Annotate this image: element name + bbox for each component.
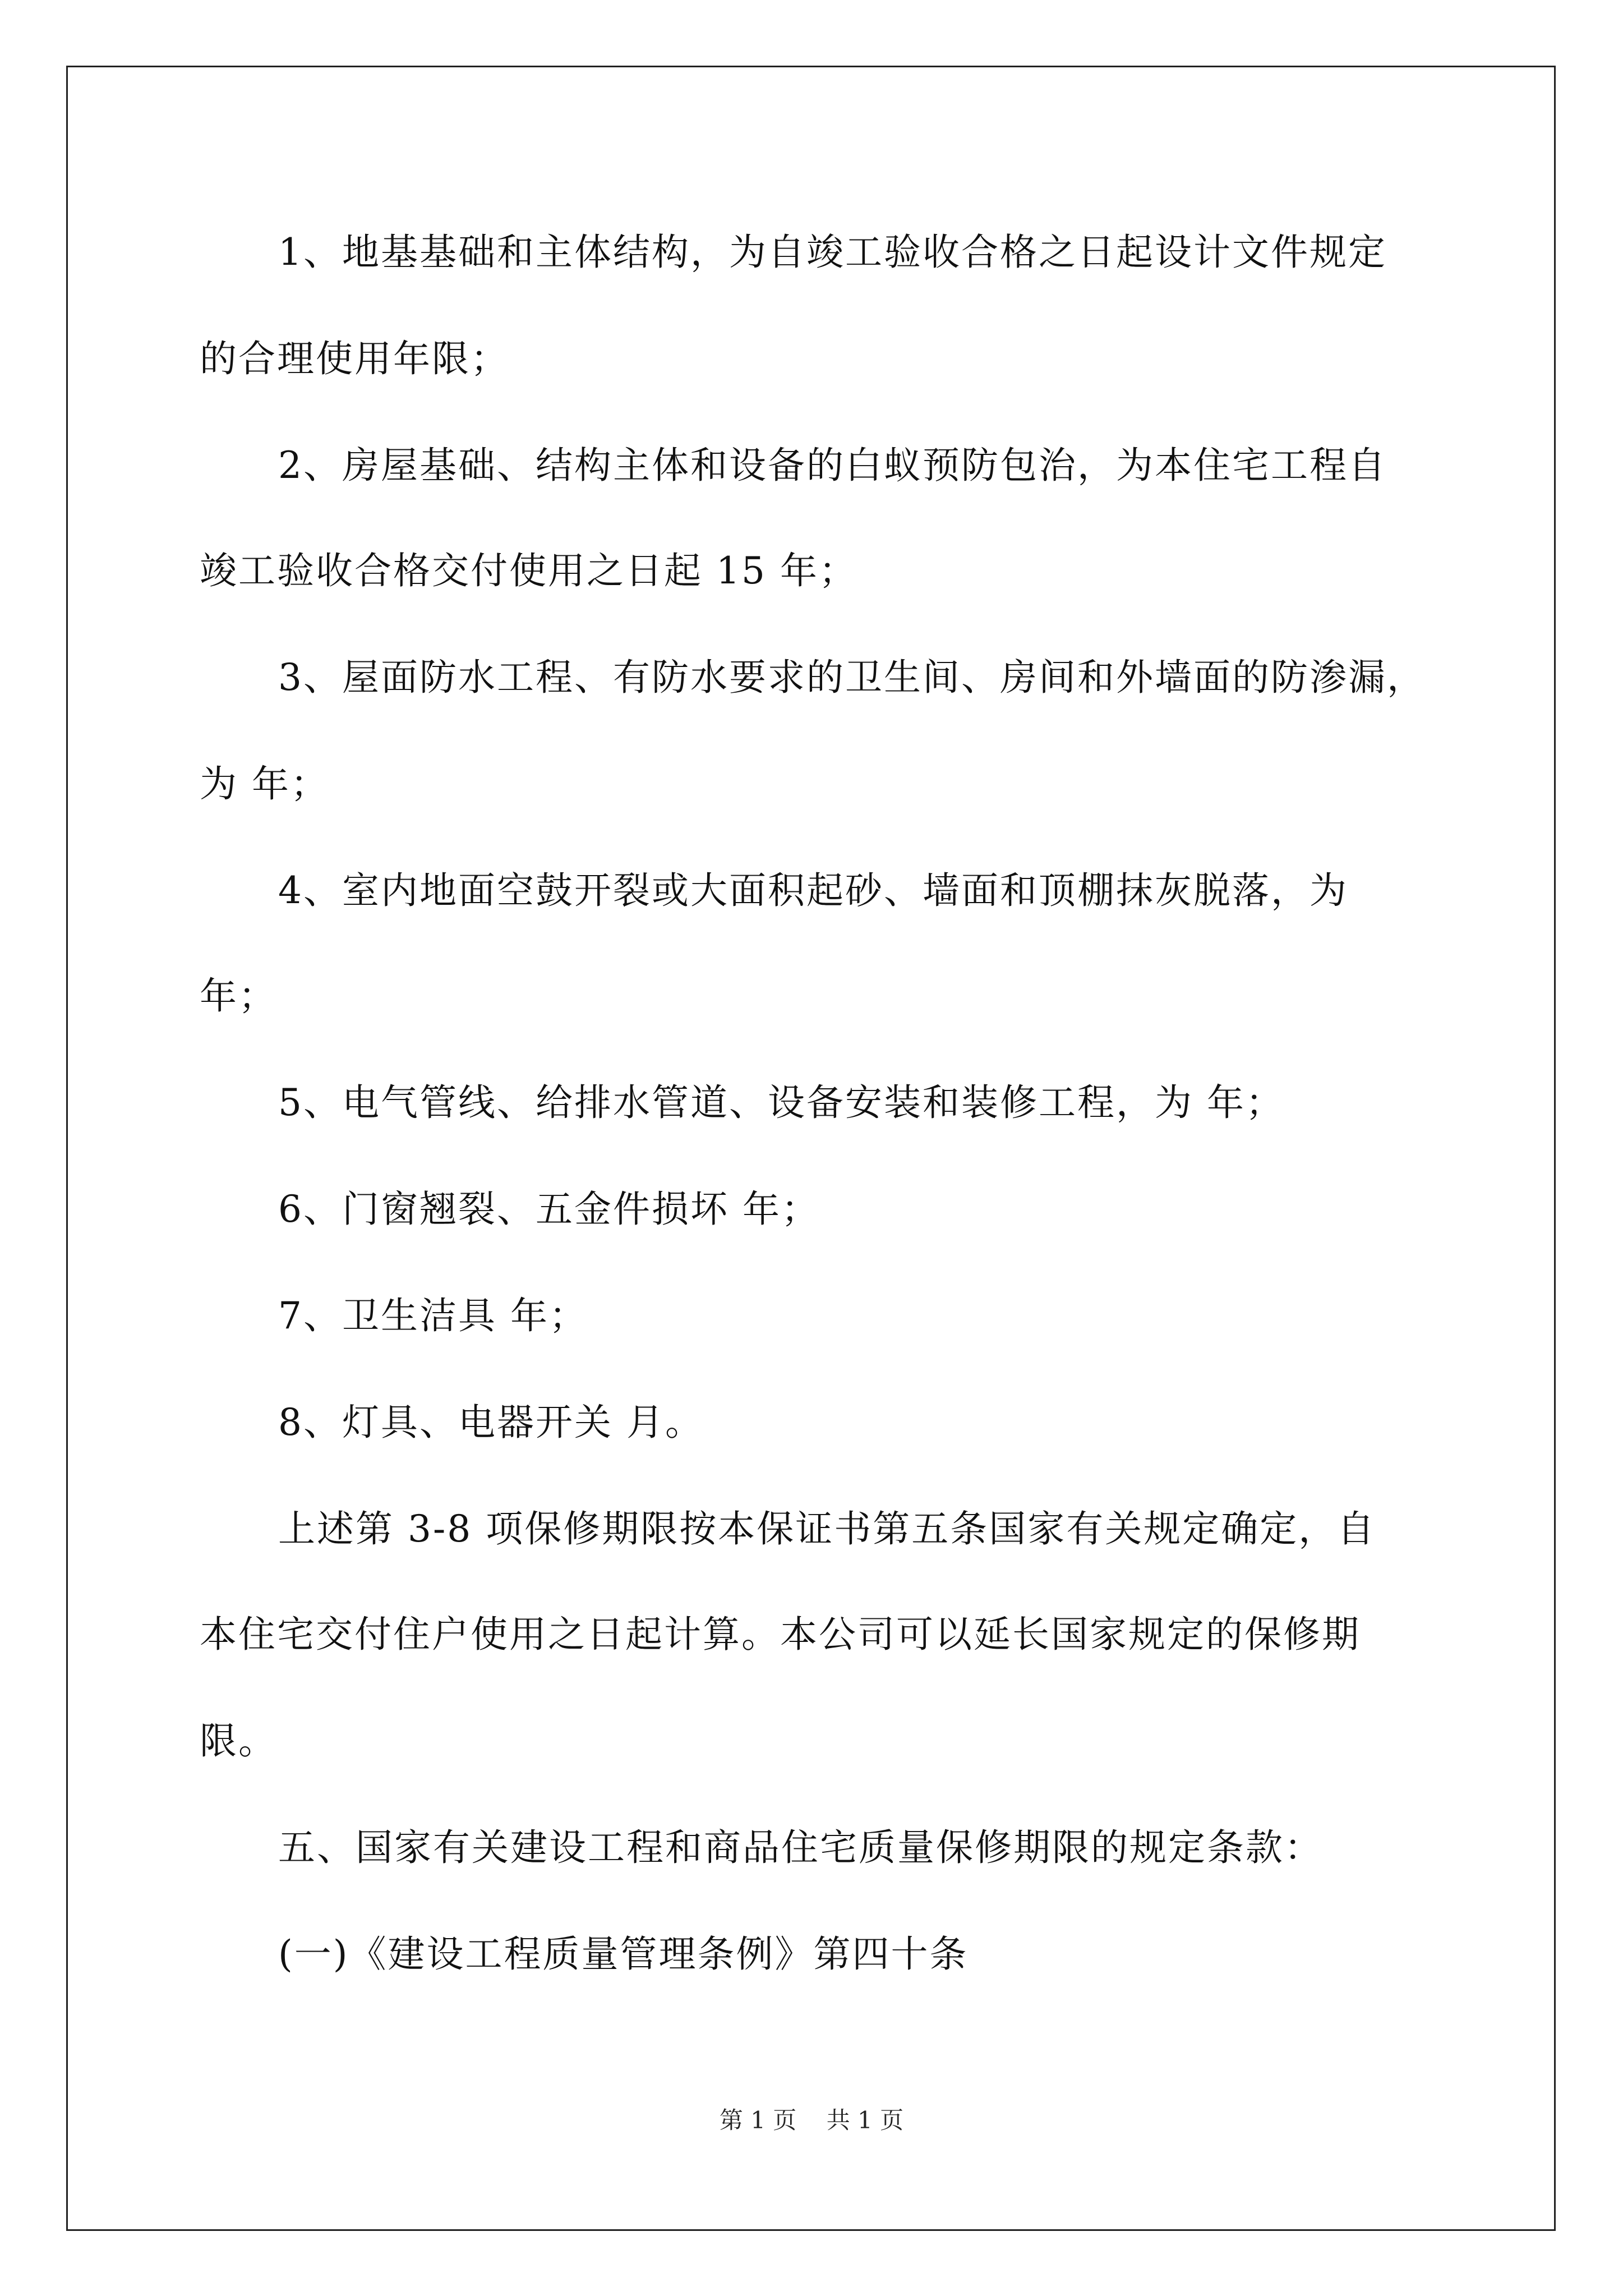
paragraph-line: 竣工验收合格交付使用之日起 15 年； (200, 549, 857, 592)
page-border (66, 66, 1556, 2231)
paragraph-line: 2、房屋基础、结构主体和设备的白蚁预防包治，为本住宅工程自 (278, 444, 1387, 487)
page-number-footer: 第 1 页 共 1 页 (719, 2106, 904, 2134)
paragraph-line: 限。 (200, 1719, 277, 1763)
paragraph-line: 的合理使用年限； (200, 337, 509, 380)
paragraph-line: 上述第 3-8 项保修期限按本保证书第五条国家有关规定确定，自 (278, 1507, 1376, 1550)
paragraph-line: 6、门窗翘裂、五金件损坏 年； (278, 1188, 820, 1231)
paragraph-line: 五、国家有关建设工程和商品住宅质量保修期限的规定条款： (278, 1826, 1323, 1869)
paragraph-line: 3、屋面防水工程、有防水要求的卫生间、房间和外墙面的防渗漏， (278, 656, 1426, 699)
paragraph-line: 为 年； (200, 762, 329, 806)
paragraph-line: 4、室内地面空鼓开裂或大面积起砂、墙面和顶棚抹灰脱落，为 (278, 869, 1348, 912)
paragraph-line: (一)《建设工程质量管理条例》第四十条 (278, 1932, 969, 1976)
paragraph-line: 5、电气管线、给排水管道、设备安装和装修工程，为 年； (278, 1081, 1284, 1124)
paragraph-line: 本住宅交付住户使用之日起计算。本公司可以延长国家规定的保修期 (200, 1613, 1361, 1656)
paragraph-line: 年； (200, 974, 277, 1018)
paragraph-line: 8、灯具、电器开关 月。 (278, 1401, 704, 1444)
paragraph-line: 7、卫生洁具 年； (278, 1294, 588, 1337)
paragraph-line: 1、地基基础和主体结构，为自竣工验收合格之日起设计文件规定 (278, 231, 1387, 274)
